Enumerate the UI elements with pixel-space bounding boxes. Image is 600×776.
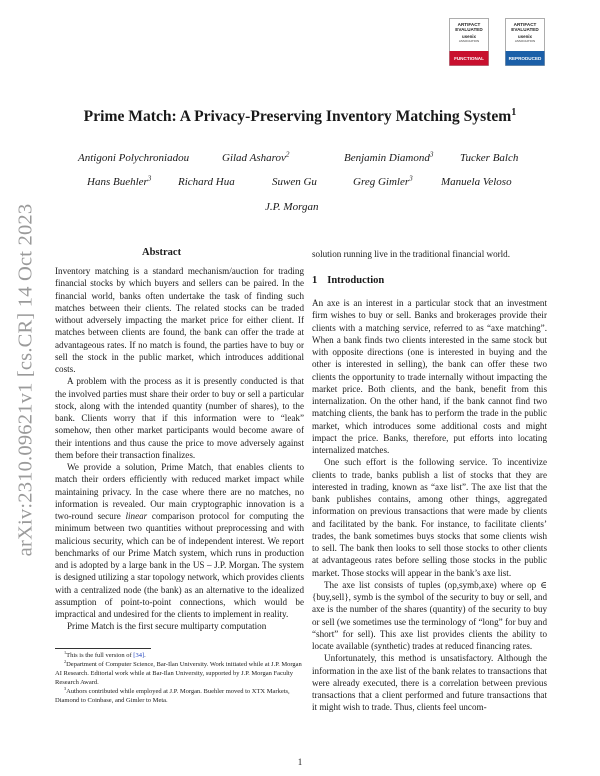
artifact-badge-reproduced — [505, 18, 545, 66]
footnote — [55, 687, 304, 705]
abstract-text: comparison protocol for computing the minimum between two quantities without preprocessing and with malicious security, which can be of independent interest. We report benchmarks of our Prime Match system, which runs in production and is adopted by a large bank in the US – J.P. Morgan. The system is designed utilizing a star topology network, which provides clients with a centralized node (the bank) as an alternative to the idealized assumption of point-to-point connections, which would be impractical and undesired for the clients to implement in reality. — [55, 511, 304, 619]
abstract-continued — [312, 248, 547, 260]
footnote-text: Department of Computer Science, Bar-Ilan University. Work initiated while at J.P. Morgan AI Research. Editorial work while at Bar-Ilan University, supported by J.P. Morgan Faculty Research Award. — [55, 661, 302, 686]
author — [178, 176, 235, 188]
title-footnote-mark: 1 — [511, 106, 517, 118]
arxiv-side-stamp — [6, 200, 46, 560]
badge-brand: usenix — [518, 34, 532, 39]
abstract-heading: Abstract — [142, 247, 182, 258]
introduction-body — [312, 297, 547, 714]
footnote — [55, 660, 304, 687]
arxiv-identifier: arXiv:2310.09621v1 [cs.CR] 14 Oct 2023 — [14, 203, 37, 557]
section-heading-introduction — [312, 275, 384, 286]
paper-title-text: Prime Match: A Privacy-Preserving Inventory Matching System — [83, 108, 512, 125]
citation-link[interactable]: [34] — [133, 652, 145, 659]
author-name: Hans Buehler — [87, 176, 148, 188]
paper-title — [0, 108, 600, 126]
section-number: 1 — [312, 275, 318, 286]
footnote-mark: 2 — [64, 658, 67, 664]
abstract-text: We provide a solution, Prime Match, that enables clients to match their orders efficiently with reduced market impact while maintaining privacy. In the case where there are no matches, no information is revealed. Our main cryptographic innovation is a two-round secure — [55, 462, 304, 521]
author-affil-mark: 3 — [429, 150, 434, 159]
author — [78, 152, 189, 164]
badge-line1: ARTIFACT — [457, 22, 481, 27]
footnote-mark: 3 — [64, 685, 67, 691]
author-name: Manuela Veloso — [441, 176, 512, 188]
author-name: Tucker Balch — [460, 152, 519, 164]
author — [87, 176, 151, 188]
author-name: Richard Hua — [178, 176, 235, 188]
badge-brand: usenix — [462, 34, 476, 39]
badge-footer: FUNCTIONAL — [454, 56, 484, 61]
abstract-continued-text: solution running live in the traditional financial world. — [312, 249, 511, 259]
author-name: Gilad Asharov — [222, 152, 286, 164]
author — [222, 152, 289, 164]
artifact-badge-functional — [449, 18, 489, 66]
abstract-paragraph: Prime Match is the first secure multiparty computation — [67, 621, 267, 632]
author-name: Benjamin Diamond — [344, 152, 430, 164]
abstract-paragraph: Inventory matching is a standard mechanism/auction for trading financial stocks by which buyers and sellers can be paired. In the financial world, banks often undertake the task of finding such matches between their clients. The related stocks can be traded without adversely impacting the market price for either client. If matches between clients are found, the bank can offer the trade at advantageous rates. If no match is found, the parties have to buy or sell the stock in the public market, which introduces additional costs. — [55, 266, 304, 374]
author-name: Suwen Gu — [272, 176, 317, 188]
author-name: Greg Gimler — [353, 176, 410, 188]
author-affil-mark: 2 — [285, 150, 290, 159]
badge-line2: EVALUATED — [511, 27, 539, 32]
author — [353, 176, 413, 188]
badge-line1: ARTIFACT — [513, 22, 537, 27]
author-affil-mark: 3 — [409, 174, 413, 183]
footnote-text: This is the full version of — [66, 652, 132, 659]
page-number: 1 — [297, 757, 303, 767]
intro-paragraph: One such effort is the following service. To incentivize clients to trade, banks publish a list of stocks that they are interested in trading, known as “axe list”. The axe list that the bank publishes contains, among other things, aggregated information on previous transactions that were made by clients and facilitated by the bank. For instance, to facilitate clients’ trades, the bank sometimes buys stocks that some clients wish to sell. The bank then looks to sell those stocks to other clients at advantageous rates before selling those stocks in the public market. Those stocks will appear in the bank’s axe list. — [312, 457, 547, 578]
footnotes — [55, 651, 304, 705]
author — [441, 176, 512, 188]
abstract-paragraph: A problem with the process as it is presently conducted is that the involved parties must share their order to buy or sell a particular stock, along with the intended quantity (number of shares), to the bank. Clients worry that if this information were to “leak” somehow, then other market participants would become aware of their intentions and thus cause the price to move adversely against them before their transaction finalizes. — [55, 376, 304, 460]
intro-paragraph: The axe list consists of tuples (op,symb,axe) where op ∈ {buy,sell}, symb is the symbol of the security to buy or sell, and axe is the number of the shares (quantity) of the security to buy or sell (we sometimes use the terminology of “long” for buy and “short” for sell). This axe list provides clients the ability to locate available (synthetic) trades at reduced financing rates. — [312, 579, 547, 651]
intro-paragraph: An axe is an interest in a particular stock that an investment firm wishes to buy or sell. Banks and brokerages provide their clients with a matching service, referred to as “axe matching”. When a bank finds two clients interested in the same stock but with opposite directions (one is interested in buying and the other is interested in selling), the bank can offer these two clients the opportunity to trade internally without impacting the market price. Both clients, and the bank, benefit from this internalization. On the other hand, if the bank cannot find two matching clients, the bank has to perform the trade in the public market, which introduces some additional costs and might impact the price. Banks, therefore, put efforts into locating internalized matches. — [312, 298, 547, 455]
footnote-mark: 1 — [64, 649, 67, 655]
author — [460, 152, 518, 164]
abstract-paragraph — [55, 461, 304, 620]
author-affil-mark: 3 — [147, 174, 152, 183]
footnote-rule — [55, 648, 151, 649]
author — [272, 176, 317, 188]
badge-footer: REPRODUCED — [508, 56, 542, 61]
section-title: Introduction — [327, 275, 385, 286]
author — [344, 152, 433, 164]
author-name: Antigoni Polychroniadou — [78, 152, 190, 164]
badge-line2: EVALUATED — [455, 27, 483, 32]
footnote-text: Authors contributed while employed at J.P. Morgan. Buehler moved to XTX Markets, Diamond to Coinbase, and Gimler to Meta. — [55, 688, 290, 704]
footnote: $^1$This is the full version of [34]. — [64, 649, 146, 659]
author-affiliation: J.P. Morgan — [265, 201, 319, 213]
abstract-body — [55, 265, 304, 633]
badge-brand-sub: ASSOCIATION — [514, 39, 536, 43]
abstract-emphasis: linear — [125, 511, 148, 521]
intro-paragraph: Unfortunately, this method is unsatisfactory. Although the information in the axe list of the bank relates to transactions that were already executed, there is a correlation between previous transactions that a client performed and future transactions that it might wish to trade. Thus, clients feel uncom- — [312, 653, 547, 713]
badge-brand-sub: ASSOCIATION — [458, 39, 480, 43]
